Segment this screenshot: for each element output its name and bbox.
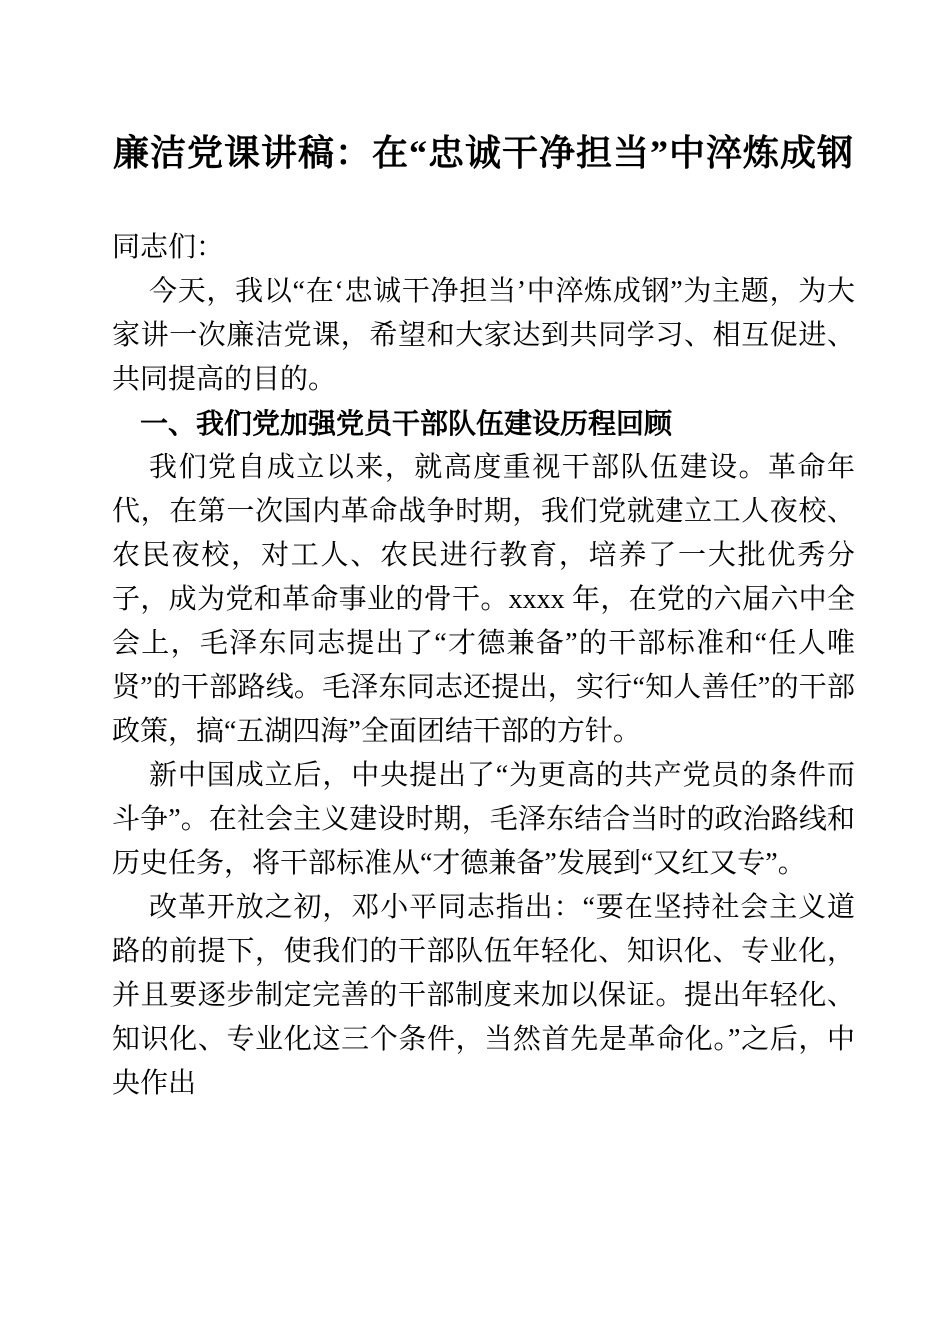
salutation: 同志们：	[112, 232, 225, 263]
body-paragraph-2: 新中国成立后，中央提出了“为更高的共产党员的条件而斗争”。在社会主义建设时期，毛泽东结合当时的政治路线和历史任务，将干部标准从“才德兼备”发展到“又红又专”。	[112, 760, 855, 879]
body-paragraph-3: 改革开放之初，邓小平同志指出：“要在坚持社会主义道路的前提下，使我们的干部队伍年轻化、知识化、专业化，并且要逐步制定完善的干部制度来加以保证。提出年轻化、知识化、专业化这三个条件，当然首先是革命化。”之后，中央作出	[112, 892, 855, 1099]
document-title: 廉洁党课讲稿：在“忠诚干净担当”中淬炼成钢	[112, 133, 854, 173]
body-paragraph-1: 我们党自成立以来，就高度重视干部队伍建设。革命年代，在第一次国内革命战争时期，我们党就建立工人夜校、农民夜校，对工人、农民进行教育，培养了一大批优秀分子，成为党和革命事业的骨干。xxxx 年，在党的六届六中全会上，毛泽东同志提出了“才德兼备”的干部标准和“任人唯贤”的干部路线。毛泽东同志还提出，实行“知人善任”的干部政策，搞“五湖四海”全面团结干部的方针。	[112, 452, 855, 747]
intro-paragraph: 今天，我以“在‘忠诚干净担当’中淬炼成钢”为主题，为大家讲一次廉洁党课，希望和大家达到共同学习、相互促进、共同提高的目的。	[112, 276, 855, 395]
section-heading: 一、我们党加强党员干部队伍建设历程回顾	[140, 408, 673, 439]
